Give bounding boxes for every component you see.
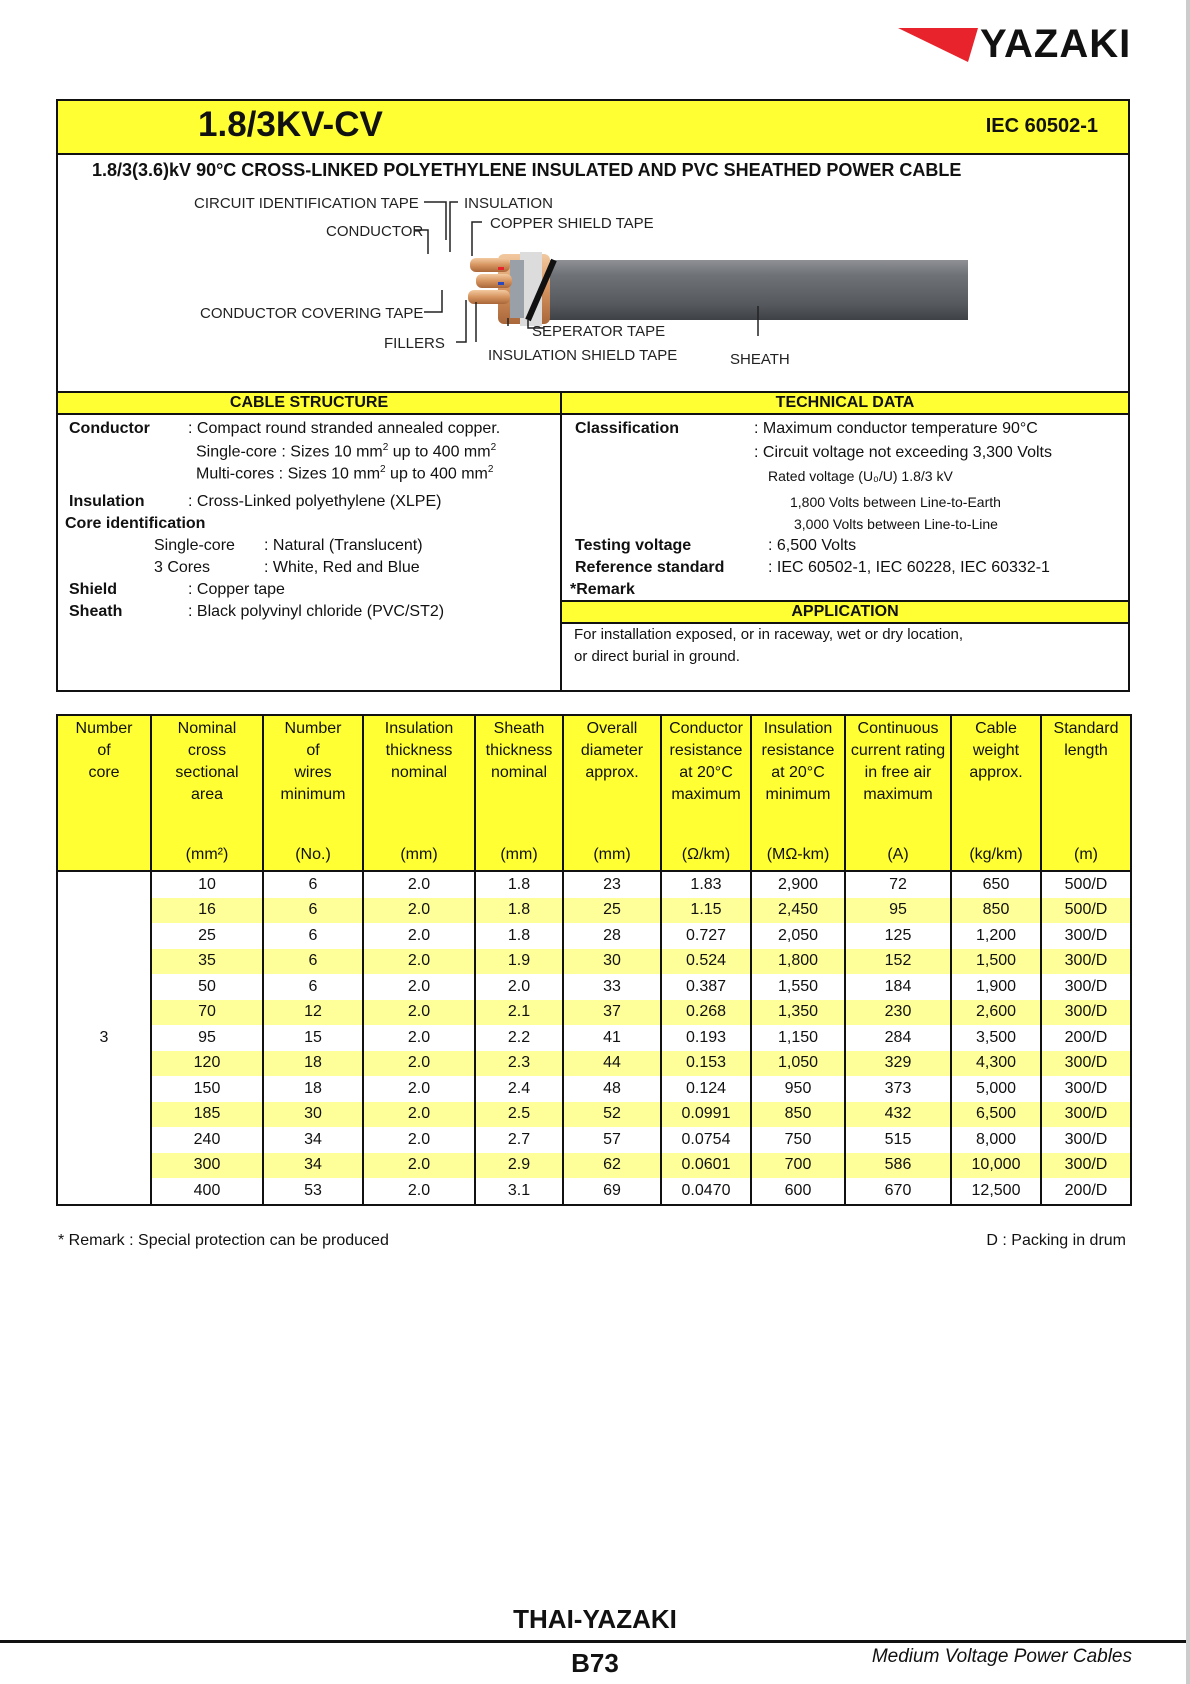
table-cell: 2.0 [363,1076,475,1102]
label-fillers: FILLERS [384,335,445,352]
table-cell: 432 [845,1102,951,1128]
table-header-row [57,715,1131,836]
table-cell: 2.0 [363,1102,475,1128]
column-header-line: Conductor [669,720,743,737]
table-cell: 650 [951,871,1041,898]
testing-voltage-label: Testing voltage [575,537,692,554]
table-cell: 0.0601 [661,1153,751,1179]
table-cell: 586 [845,1153,951,1179]
table-cell: 0.153 [661,1051,751,1077]
application-line-2: or direct burial in ground. [574,648,740,665]
table-cell: 2.5 [475,1102,563,1128]
footer-rule [0,1640,1190,1643]
column-header [263,715,363,836]
yazaki-logo [898,22,1130,68]
table-cell: 300/D [1041,1076,1131,1102]
column-header [1041,715,1131,836]
table-cell: 300/D [1041,949,1131,975]
table-cell: 53 [263,1178,363,1205]
column-unit: (m) [1041,836,1131,871]
column-header-line: Insulation [763,720,833,737]
column-header-line: core [88,764,120,781]
table-cell: 1.8 [475,923,563,949]
column-header [475,715,563,836]
table-cell: 329 [845,1051,951,1077]
column-header-line: diameter [580,742,644,759]
column-header-line: resistance [761,742,835,759]
column-header-line: nominal [390,764,448,781]
table-cell: 2.9 [475,1153,563,1179]
table-cell: 0.524 [661,949,751,975]
column-unit: (MΩ-km) [751,836,845,871]
column-header [845,715,951,836]
table-cell: 10 [151,871,263,898]
table-cell: 6 [263,898,363,924]
table-cell: 16 [151,898,263,924]
table-cell: 4,300 [951,1051,1041,1077]
table-row [57,949,1131,975]
table-cell: 1.8 [475,898,563,924]
column-header-line: of [97,742,111,759]
remark-note: * Remark : Special protection can be produced [58,1232,389,1249]
table-cell: 33 [563,974,661,1000]
table-row [57,974,1131,1000]
application-heading: APPLICATION [562,600,1128,624]
column-header-line: minimum [765,786,831,803]
title-bar [58,101,1128,155]
column-header-line: Nominal [177,720,237,737]
table-cell: 6 [263,949,363,975]
column-unit: (A) [845,836,951,871]
sheath-label: Sheath [69,603,123,620]
column-header-line: nominal [490,764,548,781]
table-cell: 2.2 [475,1025,563,1051]
table-cell: 2,450 [751,898,845,924]
column-header-line: Continuous [857,720,939,737]
table-cell: 300/D [1041,923,1131,949]
table-row [57,1051,1131,1077]
table-cell: 10,000 [951,1153,1041,1179]
column-unit: (mm²) [151,836,263,871]
table-cell: 0.387 [661,974,751,1000]
label-copper-shield-tape: COPPER SHIELD TAPE [490,215,654,232]
column-header-line: minimum [280,786,346,803]
column-header [151,715,263,836]
line-to-line: 3,000 Volts between Line-to-Line [794,516,998,532]
conductor-core-3 [468,290,510,304]
classification-temperature: : Maximum conductor temperature 90°C [754,420,1038,437]
table-cell: 200/D [1041,1025,1131,1051]
table-body [57,871,1131,1205]
table-row [57,923,1131,949]
table-row [57,1178,1131,1205]
multi-core-sizes: Multi-cores : Sizes 10 $mm^2$ up to 400 $mm^2$ [196,464,494,483]
table-cell: 2,600 [951,1000,1041,1026]
table-cell: 1,900 [951,974,1041,1000]
classification-voltage: : Circuit voltage not exceeding 3,300 Volts [754,444,1052,461]
table-cell: 50 [151,974,263,1000]
fillers-shape [510,260,524,318]
table-cell: 0.0470 [661,1178,751,1205]
column-header-line [476,784,562,806]
table-cell: 850 [751,1102,845,1128]
column-header-line: Standard [1053,720,1119,737]
table-row [57,1000,1131,1026]
table-cell: 200/D [1041,1178,1131,1205]
column-header-line [564,784,660,806]
table-cell: 1,150 [751,1025,845,1051]
column-header-line: wires [294,764,332,781]
table-cell: 515 [845,1127,951,1153]
label-separator-tape: SEPERATOR TAPE [532,323,666,340]
column-header-line: Overall [586,720,638,737]
column-header-line: Insulation [384,720,454,737]
table-cell: 23 [563,871,661,898]
table-cell: 1,500 [951,949,1041,975]
column-header [661,715,751,836]
column-header-line: maximum [671,786,741,803]
label-insulation-shield-tape: INSULATION SHIELD TAPE [488,347,678,364]
table-cell: 2.0 [363,1025,475,1051]
table-cell: 2.3 [475,1051,563,1077]
table-cell: 0.0991 [661,1102,751,1128]
table-cell: 6 [263,923,363,949]
column-header-line: at 20°C [771,764,825,781]
table-cell: 2.0 [363,974,475,1000]
table-cell: 152 [845,949,951,975]
column-header-line: weight [972,742,1020,759]
table-cell: 2.7 [475,1127,563,1153]
conductor-value: : Compact round stranded annealed copper. [188,420,501,437]
table-row [57,871,1131,898]
table-cell: 120 [151,1051,263,1077]
table-cell: 400 [151,1178,263,1205]
table-cell: 1.83 [661,871,751,898]
column-header-line: length [1064,742,1108,759]
standard-label: IEC 60502-1 [985,115,1098,137]
page-number: B73 [571,1648,619,1678]
application-line-1: For installation exposed, or in raceway, wet or dry location, [574,626,964,643]
table-cell: 0.193 [661,1025,751,1051]
model-title: 1.8/3KV-CV [198,105,383,144]
table-cell: 18 [263,1051,363,1077]
table-cell: 30 [263,1102,363,1128]
table-cell: 3.1 [475,1178,563,1205]
column-unit: (mm) [363,836,475,871]
conductor-label: Conductor [69,420,150,437]
table-cell: 284 [845,1025,951,1051]
logo-mark-icon [898,24,978,64]
table-cell: 2.1 [475,1000,563,1026]
column-header [363,715,475,836]
three-cores-label: 3 Cores [154,559,211,576]
table-cell: 34 [263,1127,363,1153]
table-cell: 1.9 [475,949,563,975]
table-cell: 240 [151,1127,263,1153]
table-cell: 2.0 [475,974,563,1000]
cable-diagram [58,190,1128,390]
table-cell: 95 [151,1025,263,1051]
table-cell: 2.0 [363,949,475,975]
table-cell: 52 [563,1102,661,1128]
table-cell: 1,550 [751,974,845,1000]
column-header-line [1042,784,1130,806]
table-cell: 300/D [1041,1051,1131,1077]
shield-value: : Copper tape [188,581,285,598]
column-header-line [364,784,474,806]
table-cell: 12 [263,1000,363,1026]
cable-structure-heading: CABLE STRUCTURE [58,391,560,415]
table-cell: 30 [563,949,661,975]
table-cell: 700 [751,1153,845,1179]
core-count-cell: 3 [57,871,151,1205]
column-header-line: area [190,786,224,803]
column-header-line: sectional [175,764,239,781]
table-cell: 3,500 [951,1025,1041,1051]
table-row [57,1076,1131,1102]
table-cell: 48 [563,1076,661,1102]
label-sheath: SHEATH [730,351,790,368]
table-cell: 2.0 [363,1153,475,1179]
table-cell: 184 [845,974,951,1000]
rated-voltage: Rated voltage (U₀/U) 1.8/3 kV [768,468,953,484]
table-cell: 25 [151,923,263,949]
brand-name: YAZAKI [980,22,1132,66]
classification-label: Classification [575,420,680,437]
table-row [57,898,1131,924]
table-cell: 185 [151,1102,263,1128]
table-cell: 2.0 [363,1127,475,1153]
table-cell: 35 [151,949,263,975]
column-unit [57,836,151,871]
cable-description: 1.8/3(3.6)kV 90°C CROSS-LINKED POLYETHYLENE INSULATED AND PVC SHEATHED POWER CABLE [92,160,962,180]
sheath-value: : Black polyvinyl chloride (PVC/ST2) [188,603,445,620]
table-cell: 373 [845,1076,951,1102]
single-core-sizes: Single-core : Sizes 10 $mm^2$ up to 400 $mm^2$ [196,442,497,461]
table-cell: 670 [845,1178,951,1205]
table-unit-row [57,836,1131,871]
page-edge [1186,0,1190,1684]
table-cell: 750 [751,1127,845,1153]
table-cell: 18 [263,1076,363,1102]
company-name: THAI-YAZAKI [513,1604,677,1634]
reference-standard-label: Reference standard [575,559,725,576]
table-cell: 44 [563,1051,661,1077]
testing-voltage-value: : 6,500 Volts [768,537,857,554]
table-cell: 37 [563,1000,661,1026]
single-core-id-label: Single-core [154,537,235,554]
table-cell: 72 [845,871,951,898]
table-cell: 2.0 [363,923,475,949]
column-header-line: in free air [864,764,932,781]
table-cell: 1,050 [751,1051,845,1077]
table-cell: 6 [263,974,363,1000]
table-cell: 0.727 [661,923,751,949]
table-cell: 8,000 [951,1127,1041,1153]
table-row [57,1025,1131,1051]
specification-table [56,714,1132,1206]
table-cell: 57 [563,1127,661,1153]
reference-standard-value: : IEC 60502-1, IEC 60228, IEC 60332-1 [768,559,1050,576]
column-header-line: resistance [669,742,743,759]
column-unit: (Ω/km) [661,836,751,871]
table-row [57,1153,1131,1179]
column-header-line: Sheath [493,720,545,737]
table-cell: 2.0 [363,1000,475,1026]
table-cell: 12,500 [951,1178,1041,1205]
table-cell: 69 [563,1178,661,1205]
table-cell: 70 [151,1000,263,1026]
table-cell: 300/D [1041,1153,1131,1179]
column-header-line: current rating [850,742,946,759]
table-cell: 500/D [1041,898,1131,924]
column-header-line: maximum [863,786,933,803]
insulation-value: : Cross-Linked polyethylene (XLPE) [188,493,442,510]
column-unit: (kg/km) [951,836,1041,871]
column-header-line [1042,762,1130,784]
table-cell: 1.8 [475,871,563,898]
column-unit: (No.) [263,836,363,871]
table-cell: 0.124 [661,1076,751,1102]
table-cell: 95 [845,898,951,924]
table-cell: 41 [563,1025,661,1051]
red-core-mark [498,267,504,270]
table-cell: 2,900 [751,871,845,898]
column-header-line: approx. [969,764,1023,781]
table-cell: 2.4 [475,1076,563,1102]
column-header-line: approx. [585,764,639,781]
column-header-line: at 20°C [679,764,733,781]
label-circuit-id-tape: CIRCUIT IDENTIFICATION TAPE [194,195,419,212]
table-cell: 300/D [1041,1102,1131,1128]
table-cell: 1.15 [661,898,751,924]
table-cell: 0.268 [661,1000,751,1026]
table-cell: 1,350 [751,1000,845,1026]
column-header-line: of [306,742,320,759]
table-cell: 34 [263,1153,363,1179]
column-unit: (mm) [475,836,563,871]
insulation-label: Insulation [69,493,145,510]
table-cell: 300/D [1041,974,1131,1000]
table-cell: 850 [951,898,1041,924]
conductor-core-2 [476,274,512,288]
table-cell: 300/D [1041,1000,1131,1026]
product-category: Medium Voltage Power Cables [871,1646,1132,1667]
blue-core-mark [498,282,504,285]
column-unit: (mm) [563,836,661,871]
table-cell: 1,800 [751,949,845,975]
label-insulation: INSULATION [464,195,553,212]
table-cell: 2,050 [751,923,845,949]
table-cell: 2.0 [363,898,475,924]
table-cell: 28 [563,923,661,949]
column-header-line [952,784,1040,806]
table-cell: 25 [563,898,661,924]
table-cell: 5,000 [951,1076,1041,1102]
technical-data-heading: TECHNICAL DATA [562,391,1128,415]
table-cell: 300/D [1041,1127,1131,1153]
table-cell: 6 [263,871,363,898]
column-header-line: cross [187,742,227,759]
table-cell: 125 [845,923,951,949]
column-header [951,715,1041,836]
table-cell: 600 [751,1178,845,1205]
table-cell: 0.0754 [661,1127,751,1153]
table-cell: 62 [563,1153,661,1179]
label-conductor: CONDUCTOR [326,223,424,240]
column-header-line: thickness [385,742,453,759]
remark-label: *Remark [570,581,635,598]
column-header [57,715,151,836]
single-core-id-value: : Natural (Translucent) [264,537,423,554]
core-identification-label: Core identification [65,515,206,532]
table-cell: 6,500 [951,1102,1041,1128]
table-cell: 1,200 [951,923,1041,949]
table-row [57,1127,1131,1153]
packing-note: D : Packing in drum [986,1232,1126,1249]
shield-label: Shield [69,581,118,598]
table-cell: 2.0 [363,1051,475,1077]
table-cell: 500/D [1041,871,1131,898]
table-cell: 15 [263,1025,363,1051]
table-cell: 950 [751,1076,845,1102]
column-header [563,715,661,836]
table-cell: 230 [845,1000,951,1026]
column-header-line [58,784,150,806]
column-header-line: Cable [975,720,1017,737]
table-cell: 2.0 [363,1178,475,1205]
table-cell: 150 [151,1076,263,1102]
column-header-line: thickness [485,742,553,759]
column-header-line: Number [284,720,342,737]
table-cell: 2.0 [363,871,475,898]
table-row [57,1102,1131,1128]
table-cell: 300 [151,1153,263,1179]
section-divider [560,391,562,692]
column-header [751,715,845,836]
label-conductor-covering-tape: CONDUCTOR COVERING TAPE [200,305,424,322]
three-cores-value: : White, Red and Blue [264,559,420,576]
column-header-line: Number [75,720,133,737]
line-to-earth: 1,800 Volts between Line-to-Earth [790,494,1001,510]
